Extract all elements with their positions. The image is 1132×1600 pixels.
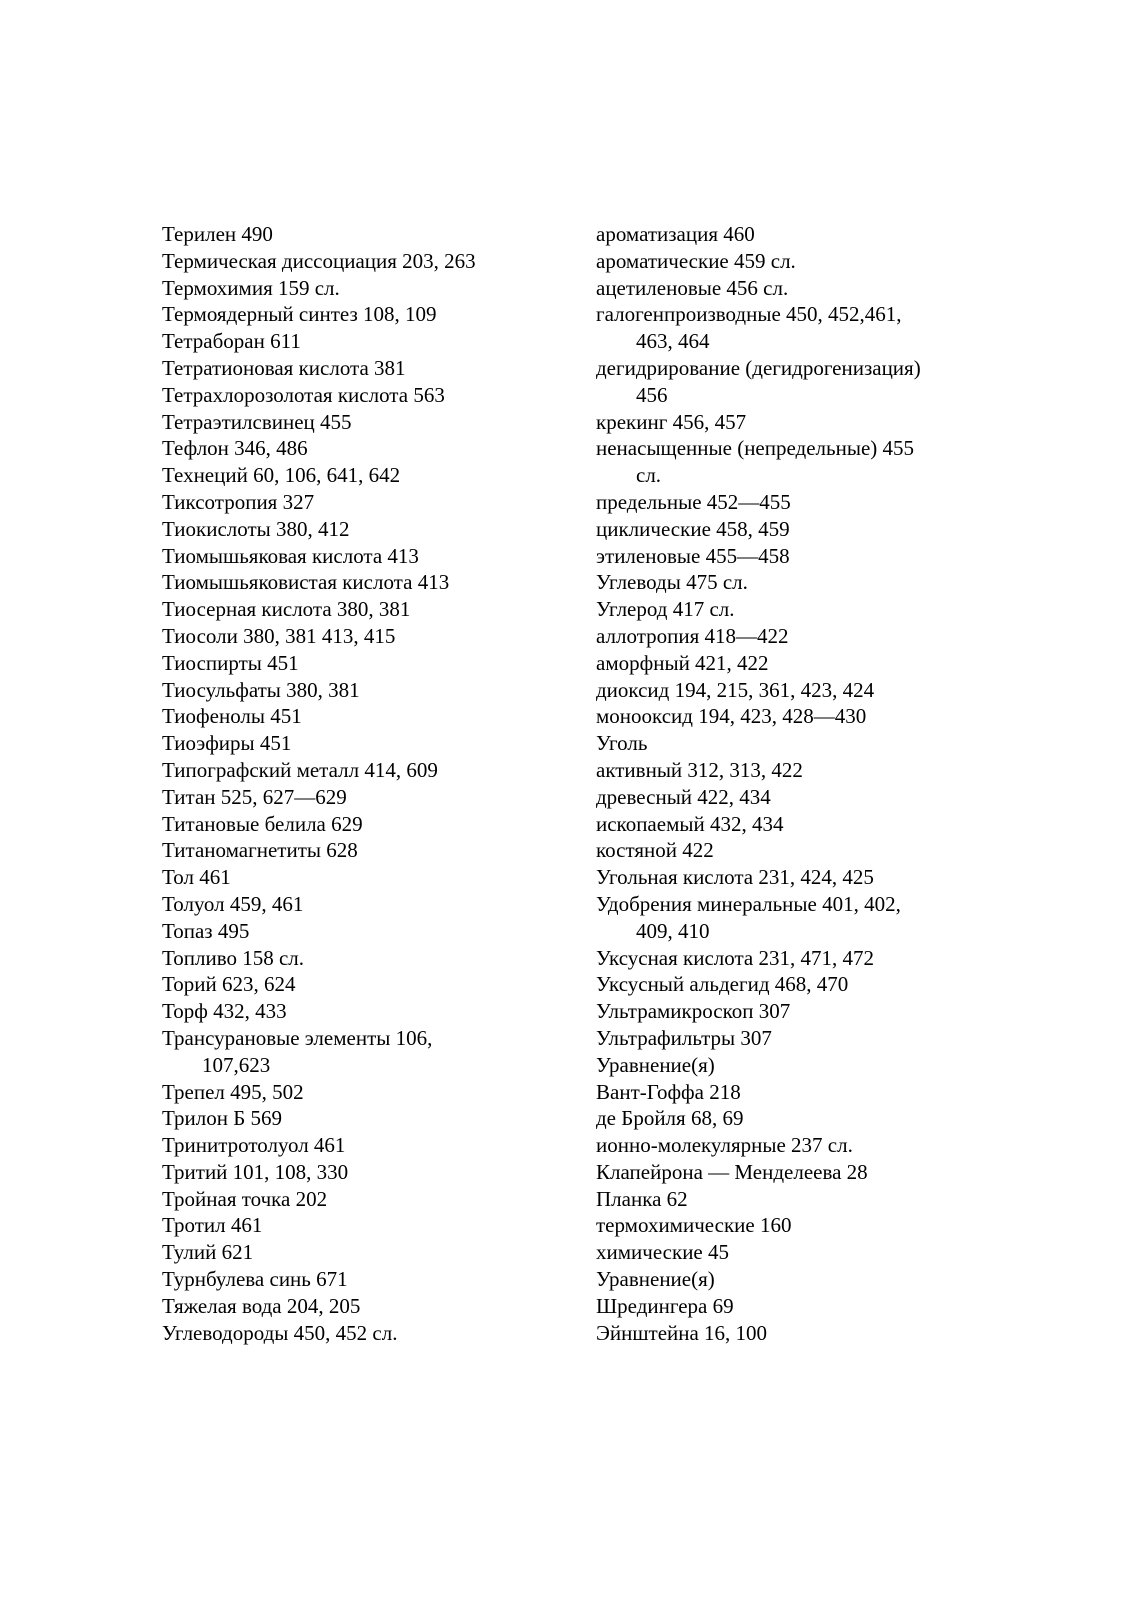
index-entry (596, 703, 976, 730)
index-entry (162, 784, 562, 811)
index-entry-text: Уксусная кислота 231, 471, 472 (596, 945, 875, 970)
index-entry-text: Тиксотропия 327 (162, 489, 315, 514)
index-entry-text: Тетрахлорозолотая кислота 563 (162, 382, 445, 407)
index-entry (162, 757, 562, 784)
index-entry-text: Тринитротолуол 461 (162, 1133, 346, 1158)
index-entry-text: крекинг 456, 457 (596, 409, 747, 434)
index-entry-text: Уксусный альдегид 468, 470 (596, 972, 849, 997)
index-entry (162, 945, 562, 972)
index-entry (596, 784, 976, 811)
index-entry-text: дегидрирование (дегидрогенизация) (596, 355, 921, 380)
index-entry (162, 650, 562, 677)
index-entry (162, 355, 562, 382)
index-entry-text: предельные 452—455 (596, 489, 791, 514)
index-entry-text: активный 312, 313, 422 (596, 757, 803, 782)
index-entry-text: Типографский металл 414, 609 (162, 757, 438, 782)
index-entry (596, 1079, 976, 1106)
index-entry-text: Турнбулева синь 671 (162, 1267, 348, 1292)
index-entry (162, 623, 562, 650)
index-entry-text: Уголь (596, 731, 648, 756)
index-entry (596, 1105, 976, 1132)
index-entry-text: химические 45 (596, 1240, 730, 1265)
index-entry-text: Титаномагнетиты 628 (162, 838, 358, 863)
index-entry (596, 1239, 976, 1266)
index-entry (596, 945, 976, 972)
index-entry-text: Тиомышьяковая кислота 413 (162, 543, 419, 568)
index-entry (596, 677, 976, 704)
index-entry-text: Удобрения минеральные 401, 402, (596, 891, 901, 916)
index-entry-text: Тефлон 346, 486 (162, 436, 308, 461)
index-entry (596, 489, 976, 516)
index-entry-text: Клапейрона — Менделеева 28 (596, 1159, 868, 1184)
index-entry-text: де Бройля 68, 69 (596, 1106, 744, 1131)
index-entry (596, 355, 976, 409)
index-entry (596, 864, 976, 891)
index-entry (162, 811, 562, 838)
index-entry (596, 1212, 976, 1239)
index-entry-text: древесный 422, 434 (596, 784, 771, 809)
index-entry (162, 1212, 562, 1239)
index-entry (596, 623, 976, 650)
index-column-left (162, 221, 562, 1346)
index-entry-text: Угольная кислота 231, 424, 425 (596, 865, 874, 890)
index-entry (162, 677, 562, 704)
index-entry (162, 1105, 562, 1132)
index-entry-text: монооксид 194, 423, 428—430 (596, 704, 867, 729)
index-entry (162, 516, 562, 543)
index-entry (162, 275, 562, 302)
index-entry-text: Толуол 459, 461 (162, 891, 304, 916)
index-entry-text: ароматизация 460 (596, 222, 755, 246)
index-entry (162, 864, 562, 891)
index-entry-text: ароматические 459 сл. (596, 248, 796, 273)
index-entry-continuation: 107,623 (202, 1052, 271, 1077)
index-entry-text: Титановые белила 629 (162, 811, 363, 836)
index-column-right (596, 221, 976, 1346)
index-entry-text: Планка 62 (596, 1186, 688, 1211)
index-entry-text: Ультрамикроскоп 307 (596, 999, 791, 1024)
index-entry-text: Трансурановые элементы 106, (162, 1025, 433, 1050)
index-entry (162, 435, 562, 462)
index-entry (162, 1079, 562, 1106)
index-entry (596, 543, 976, 570)
index-entry (596, 1052, 976, 1079)
index-entry-text: Торф 432, 433 (162, 999, 287, 1024)
index-entry (162, 543, 562, 570)
index-entry (162, 1320, 562, 1347)
index-entry-text: Топливо 158 сл. (162, 945, 305, 970)
index-entry (162, 1186, 562, 1213)
index-entry-text: галогенпроизводные 450, 452,461, (596, 302, 902, 327)
index-entry (596, 1293, 976, 1320)
index-entry-text: термохимические 160 (596, 1213, 792, 1238)
index-entry (162, 596, 562, 623)
index-entry (596, 998, 976, 1025)
index-entry-text: Тетратионовая кислота 381 (162, 355, 406, 380)
index-entry-text: Тетраэтилсвинец 455 (162, 409, 352, 434)
index-entry-continuation: 456 (636, 382, 668, 407)
index-entry (162, 221, 562, 248)
index-entry-text: Торий 623, 624 (162, 972, 296, 997)
index-entry-text: ископаемый 432, 434 (596, 811, 784, 836)
index-entry (596, 650, 976, 677)
index-entry-text: циклические 458, 459 (596, 516, 790, 541)
index-entry-text: Трилон Б 569 (162, 1106, 283, 1131)
index-entry-text: Уравнение(я) (596, 1052, 715, 1077)
index-entry-text: Тетраборан 611 (162, 329, 301, 354)
index-entry (162, 837, 562, 864)
index-entry-text: Тиомышьяковистая кислота 413 (162, 570, 450, 595)
index-entry-text: Титан 525, 627—629 (162, 784, 347, 809)
index-entry (596, 221, 976, 248)
index-entry (596, 1266, 976, 1293)
index-entry (162, 1025, 562, 1079)
index-entry (596, 1186, 976, 1213)
index-entry-text: Углеводороды 450, 452 сл. (162, 1320, 398, 1345)
index-entry-text: Тройная точка 202 (162, 1186, 328, 1211)
index-entry (596, 730, 976, 757)
index-entry (162, 569, 562, 596)
index-entry-text: Углеводы 475 сл. (596, 570, 748, 595)
index-entry (162, 918, 562, 945)
index-entry-continuation: 409, 410 (636, 918, 710, 943)
index-entry-text: Тол 461 (162, 865, 231, 890)
index-entry-text: Тяжелая вода 204, 205 (162, 1293, 361, 1318)
index-entry (162, 301, 562, 328)
index-entry-text: Тиосульфаты 380, 381 (162, 677, 360, 702)
index-entry (596, 516, 976, 543)
index-entry (596, 891, 976, 945)
index-entry (162, 1132, 562, 1159)
index-entry (162, 248, 562, 275)
index-entry-text: Тиоэфиры 451 (162, 731, 292, 756)
index-entry (596, 811, 976, 838)
index-entry (162, 489, 562, 516)
index-entry (162, 730, 562, 757)
index-entry-text: Шредингера 69 (596, 1293, 734, 1318)
index-entry-text: аморфный 421, 422 (596, 650, 769, 675)
index-entry-text: ионно-молекулярные 237 сл. (596, 1133, 853, 1158)
index-entry-text: Тиоспирты 451 (162, 650, 299, 675)
index-entry (596, 1159, 976, 1186)
index-entry (596, 275, 976, 302)
index-entry (596, 435, 976, 489)
index-entry (596, 596, 976, 623)
index-entry-text: костяной 422 (596, 838, 714, 863)
index-entry-text: Эйнштейна 16, 100 (596, 1320, 768, 1345)
index-entry-text: Тритий 101, 108, 330 (162, 1159, 349, 1184)
index-entry-continuation: 463, 464 (636, 329, 710, 354)
index-entry-text: ненасыщенные (непредельные) 455 (596, 436, 915, 461)
index-entry-continuation: сл. (636, 463, 662, 488)
index-entry-text: этиленовые 455—458 (596, 543, 790, 568)
index-entry (596, 837, 976, 864)
index-entry-text: ацетиленовые 456 сл. (596, 275, 789, 300)
index-entry-text: Тиосоли 380, 381 413, 415 (162, 623, 396, 648)
index-entry (162, 462, 562, 489)
index-entry-text: Термическая диссоциация 203, 263 (162, 248, 476, 273)
index-entry (596, 1025, 976, 1052)
index-entry-text: Тиокислоты 380, 412 (162, 516, 350, 541)
index-entry (162, 891, 562, 918)
index-entry (162, 971, 562, 998)
index-entry-text: Вант-Гоффа 218 (596, 1079, 741, 1104)
index-entry (162, 1293, 562, 1320)
index-entry (596, 1320, 976, 1347)
index-entry (162, 998, 562, 1025)
index-entry-text: Термоядерный синтез 108, 109 (162, 302, 437, 327)
index-entry (596, 1132, 976, 1159)
index-entry-text: Трепел 495, 502 (162, 1079, 304, 1104)
index-entry (162, 1266, 562, 1293)
index-entry-text: Топаз 495 (162, 918, 250, 943)
index-entry (162, 409, 562, 436)
index-entry (162, 1159, 562, 1186)
index-entry-text: Ультрафильтры 307 (596, 1025, 772, 1050)
index-entry (162, 328, 562, 355)
index-entry (596, 248, 976, 275)
index-entry (596, 971, 976, 998)
index-entry-text: Технеций 60, 106, 641, 642 (162, 463, 401, 488)
index-entry (596, 757, 976, 784)
index-entry-text: Уравнение(я) (596, 1267, 715, 1292)
index-entry-text: Углерод 417 сл. (596, 597, 735, 622)
index-entry-text: Тулий 621 (162, 1240, 254, 1265)
index-entry-text: Тиосерная кислота 380, 381 (162, 597, 411, 622)
index-entry-text: Термохимия 159 сл. (162, 275, 340, 300)
index-entry (596, 301, 976, 355)
index-entry (162, 1239, 562, 1266)
index-entry-text: аллотропия 418—422 (596, 623, 789, 648)
index-entry-text: Тротил 461 (162, 1213, 263, 1238)
index-entry (596, 569, 976, 596)
index-entry (162, 382, 562, 409)
index-entry-text: диоксид 194, 215, 361, 423, 424 (596, 677, 875, 702)
index-entry-text: Тиофенолы 451 (162, 704, 302, 729)
index-entry (596, 409, 976, 436)
index-entry (162, 703, 562, 730)
index-entry-text: Терилен 490 (162, 222, 273, 246)
